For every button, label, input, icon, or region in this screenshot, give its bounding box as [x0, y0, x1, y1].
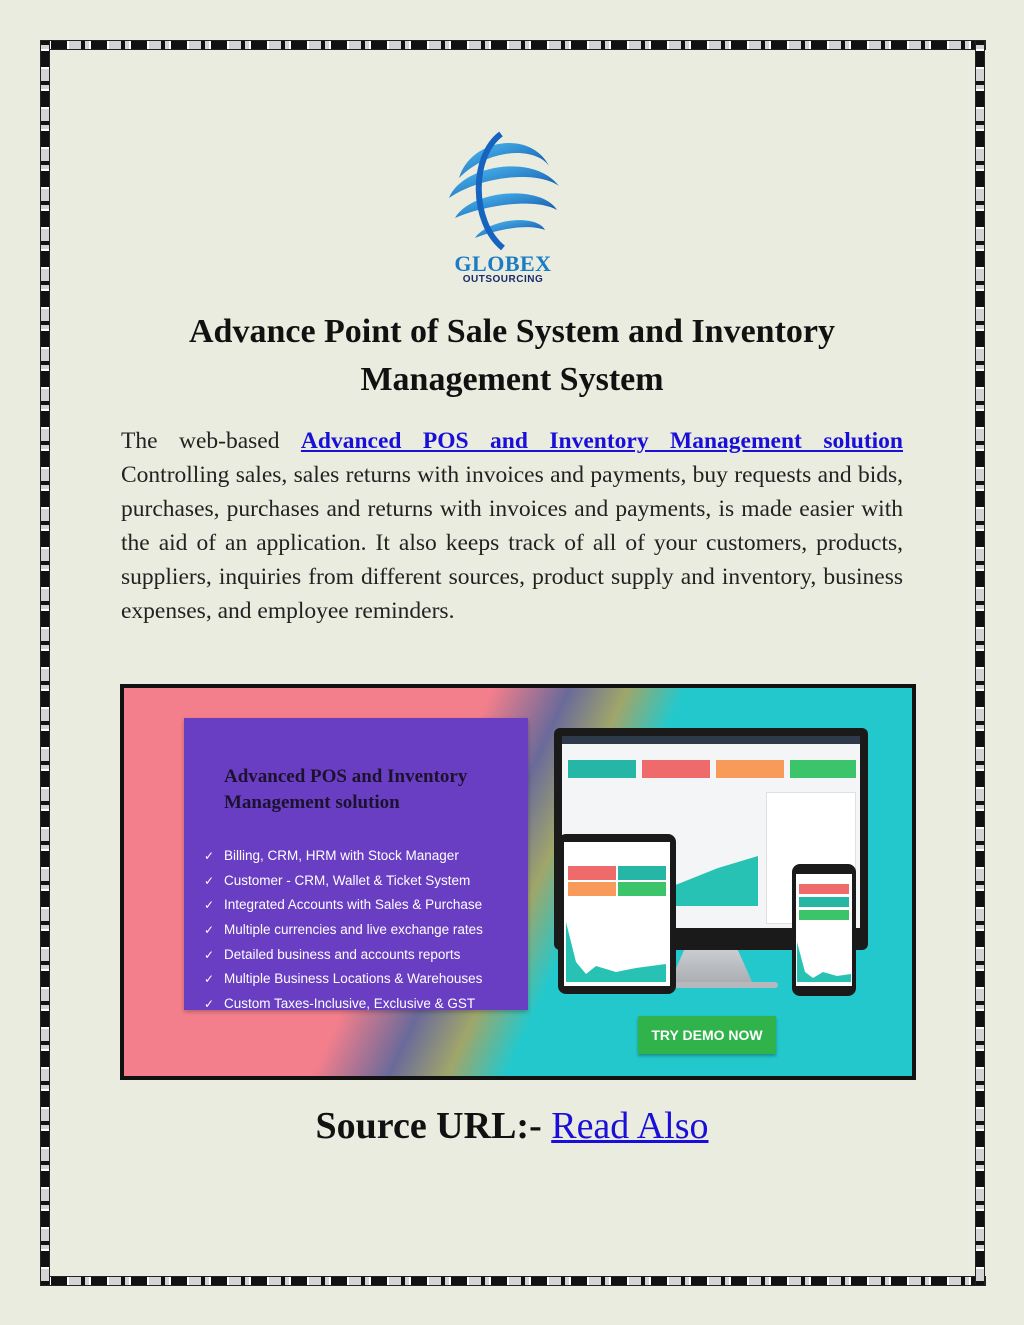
border-left: [40, 40, 50, 1286]
logo-subtitle: OUTSOURCING: [462, 274, 544, 285]
check-icon: ✓: [204, 849, 215, 864]
intro-paragraph: [121, 424, 903, 628]
source-line: [0, 1104, 1024, 1148]
page-title: Advance Point of Sale System and Inventory Management System: [188, 313, 836, 398]
tablet-chart-graphic: [566, 912, 666, 982]
check-icon: ✓: [204, 972, 215, 987]
feature-item: ✓ Detailed business and accounts reports: [204, 942, 483, 967]
check-icon: ✓: [204, 898, 215, 913]
tablet-screen: [564, 842, 670, 986]
globe-icon: [441, 126, 565, 250]
intro-text-after: Controlling sales, sales returns with invoices and payments, buy requests and bids, purchases, purchases and returns with invoices and payments, is made easier with the aid of an application. It also keeps track of all of your customers, products, suppliers, inquiries from different sources, product supply and inventory, business expenses, and employee reminders.: [121, 462, 903, 624]
check-icon: ✓: [204, 947, 215, 962]
intro-text-before: The web-based: [121, 428, 301, 454]
source-label: Source URL:-: [315, 1105, 552, 1147]
pos-solution-link[interactable]: Advanced POS and Inventory Management solution: [300, 428, 903, 454]
check-icon: ✓: [204, 923, 215, 938]
read-also-link[interactable]: Read Also: [551, 1105, 709, 1147]
border-bottom: [40, 1276, 986, 1286]
border-right: [975, 40, 985, 1286]
feature-item: ✓ Integrated Accounts with Sales & Purchase: [204, 893, 483, 918]
logo-wordmark: GLOBEX: [454, 251, 552, 276]
feature-item: ✓ Custom Taxes-Inclusive, Exclusive & GST: [204, 992, 483, 1017]
phone-screen: [796, 874, 852, 986]
banner-heading: Advanced POS and Inventory Management solution: [224, 766, 468, 813]
feature-item: ✓ Multiple currencies and live exchange rates: [204, 918, 483, 943]
promo-banner: [120, 684, 916, 1080]
globex-logo: [438, 126, 568, 285]
phone-chart-graphic: [797, 932, 851, 982]
border-top: [40, 40, 986, 50]
feature-item: ✓ Customer - CRM, Wallet & Ticket System: [204, 869, 483, 894]
feature-list: [204, 844, 483, 1016]
try-demo-button[interactable]: TRY DEMO NOW: [638, 1016, 776, 1054]
check-icon: ✓: [204, 996, 215, 1011]
monitor-stand: [669, 950, 753, 984]
tablet-mockup: [558, 834, 676, 994]
check-icon: ✓: [204, 873, 215, 888]
phone-mockup: [792, 864, 856, 996]
feature-panel: [184, 718, 528, 1010]
feature-item: ✓ Multiple Business Locations & Warehouses: [204, 967, 483, 992]
feature-item: ✓ Billing, CRM, HRM with Stock Manager: [204, 844, 483, 869]
